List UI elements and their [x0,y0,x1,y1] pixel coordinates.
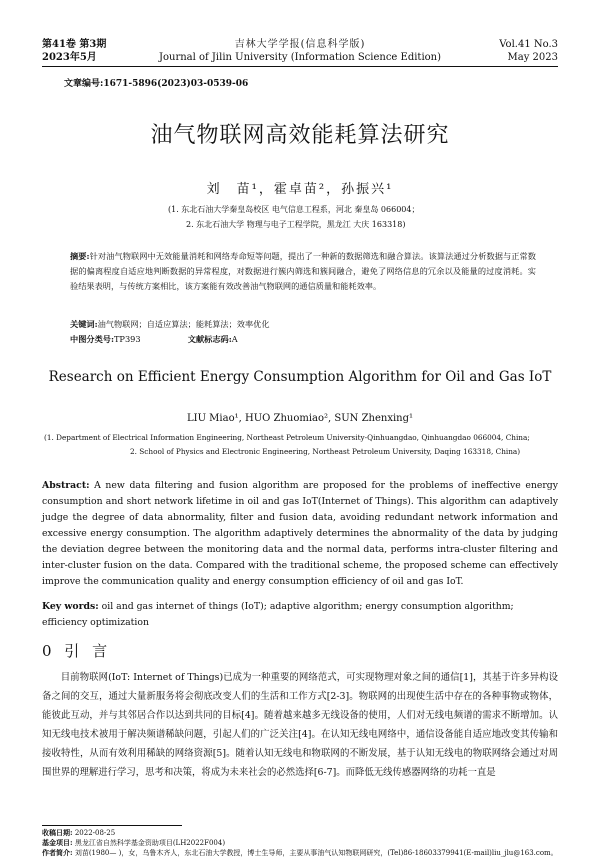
authors-cn: 刘 苗¹，霍卓苗²，孙振兴¹ [206,182,394,197]
footnote-author [42,848,558,858]
body-paragraph: 目前物联网(IoT: Internet of Things)已成为一种重要的网络范式，可实现物理对象之间的通信[1]，其基于许多异构设备之间的交互，通过大量新服务将会彻底改变人们的生活和工作方式[2-3]。物联网的出现使生活中存在的各种事物或物体，能彼此互动，并与其邻居合作以达到共同的目标[4]。随着越来越多无线设备的使用，人们对无线电频谱的需求不断增加。认知无线电技术被用于解决频谱稀缺问题，引起人们的广泛关注[4]。在认知无线电网络中，通信设备能自适应地改变其传输和接收特性，从而有效利用稀缺的网络资源[5]。随着认知无线电和物联网的不断发展，基于认知无线电的物联网络会通过对周围世界的理解进行学习，思考和决策，将成为未来社会的必然选择[6-7]。而降低无线传感器网络的功耗一直是 [42,672,558,778]
doc-code-value: A [231,334,238,344]
article-number: 文章编号:1671-5896(2023)03-0539-06 [64,79,249,89]
keywords-en-label: Key words: [42,601,99,612]
classification-cn [70,332,536,347]
affiliation-en-2: 2. School of Physics and Electronic Engineering, Northeast Petroleum University, Daqing 163318, China) [130,447,521,456]
running-header-left [42,38,106,64]
abstract-en [42,478,558,590]
keywords-cn-text: 油气物联网；自适应算法；能耗算法；效率优化 [97,319,270,329]
abstract-en-text: A new data filtering and fusion algorithm are proposed for the problems of ineffective energy consumption and short network lifetime in oil and gas IoT(Internet of Things). This algorithm can adaptively judge the degree of data abnormality, filter and fusion data, avoiding redundant network information and excessive energy consumption. The algorithm adaptively determines the abnormality of the data by judging the deviation degree between the monitoring data and the normal data, performs intra-cluster filtering and inter-cluster fusion on the data. Compared with the traditional scheme, the proposed scheme can effectively improve the communication quality and energy consumption efficiency of oil and gas IoT. [42,480,558,587]
keywords-cn [70,317,536,332]
header-divider [42,66,558,67]
volume-issue-cn: 第41卷 第3期 [42,39,107,50]
abstract-en-label: Abstract: [42,480,90,491]
footnote-divider [42,825,182,826]
footnote-funding-label: 基金项目: [42,838,73,847]
clc-label: 中图分类号: [70,334,114,344]
running-header-right [499,38,558,64]
affiliation-cn-2: 2. 东北石油大学 物理与电子工程学院，黑龙江 大庆 163318) [186,220,406,229]
keywords-en [42,599,558,631]
footnote-author-text: 刘苗(1980— )，女，乌鲁木齐人，东北石油大学教授，博士生导师，主要从事油气认知物联网研究，(Tel)86-18603379941(E-mail)liu_jlu@163.com。 [74,849,558,857]
footnote-received-text: 2022-08-25 [74,829,116,837]
journal-name-cn: 吉林大学学报(信息科学版) [234,39,366,50]
footnote-received-label: 收稿日期: [42,828,73,837]
abstract-cn-label: 摘要: [70,251,90,261]
title-cn: 油气物联网高效能耗算法研究 [150,123,450,148]
date-en: May 2023 [507,52,558,63]
abstract-cn [70,249,536,294]
abstract-cn-text: 针对油气物联网中无效能量消耗和网络寿命短等问题，提出了一种新的数据筛选和融合算法。该算法通过分析数据与正常数据的偏离程度自适应地判断数据的异常程度，对数据进行簇内筛选和簇间融合，避免了网络信息的冗余以及能量的过度消耗。实验结果表明，与传统方案相比，该方案能有效改善油气物联网的通信质量和能耗效率。 [70,251,536,291]
affiliation-cn-1: (1. 东北石油大学秦皇岛校区 电气信息工程系，河北 秦皇岛 066004； [168,205,420,214]
journal-name-en: Journal of Jilin University (Information Science Edition) [158,52,442,63]
affiliation-en-1: (1. Department of Electrical Information Engineering, Northeast Petroleum University-Qinhuangdao, Qinhuangdao 066004, China; [44,433,530,442]
volume-issue-en: Vol.41 No.3 [499,39,558,50]
keywords-cn-label: 关键词: [70,319,98,329]
running-header-center [150,38,450,64]
section-heading-introduction: 0 引 言 [42,642,112,660]
doc-code-label: 文献标志码: [187,334,232,344]
title-en: Research on Efficient Energy Consumption Algorithm for Oil and Gas IoT [48,369,552,385]
keywords-en-text: oil and gas internet of things (IoT); adaptive algorithm; energy consumption algorithm; efficiency optimization [42,601,514,628]
clc-value: TP393 [113,334,141,344]
authors-en: LIU Miao¹, HUO Zhuomiao², SUN Zhenxing¹ [186,413,414,424]
date-cn: 2023年5月 [42,52,97,63]
footnote-funding-text: 黑龙江省自然科学基金资助项目(LH2022F004) [74,839,226,847]
footnote-received [42,828,558,838]
footnote-funding [42,838,558,848]
footnote-author-label: 作者简介: [42,848,73,857]
